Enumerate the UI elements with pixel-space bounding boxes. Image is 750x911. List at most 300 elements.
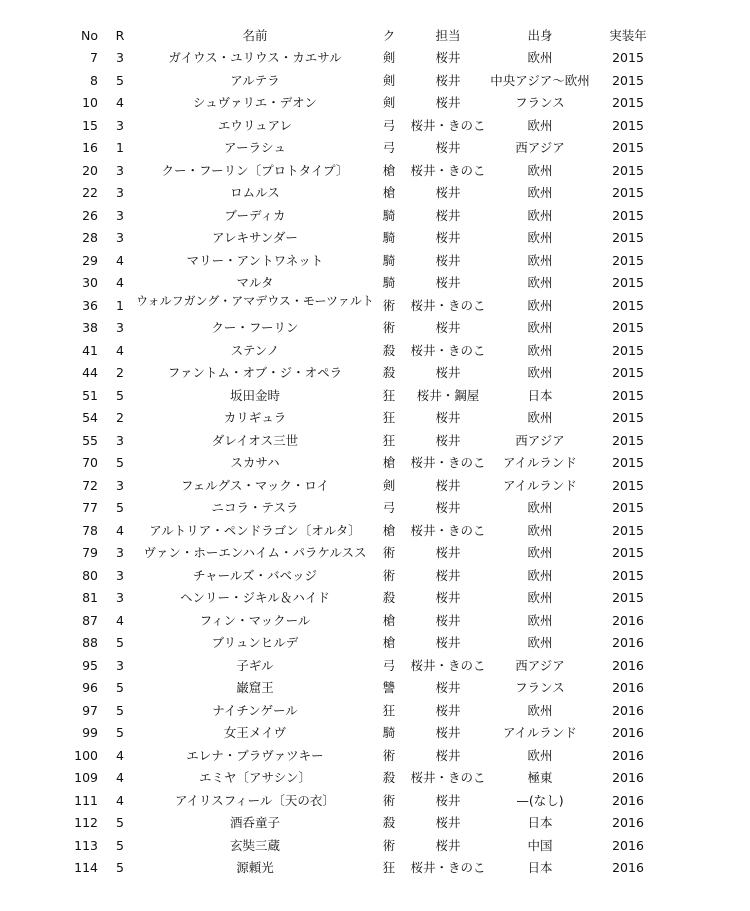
name-cell: 女王メイヴ [223, 725, 287, 740]
name-cell: クー・フーリン [211, 320, 299, 335]
class-cell: 殺 [382, 342, 396, 358]
class-cell: 術 [382, 567, 396, 583]
name-cell: フェルグス・マック・ロイ [180, 477, 330, 493]
table-row [0, 542, 750, 564]
year-cell: 2016 [612, 770, 644, 785]
table-row [0, 272, 750, 294]
class-cell: 弓 [382, 117, 396, 133]
name-cell: ブーディカ [224, 207, 286, 223]
artist-cell: 桜井 [435, 50, 461, 65]
origin-cell: 欧州 [527, 365, 553, 380]
no-cell: 112 [74, 815, 98, 830]
no-cell: 78 [82, 522, 98, 538]
artist-cell: 桜井 [435, 95, 461, 110]
table-row [0, 295, 750, 317]
name-cell: マリー・アントワネット [186, 252, 324, 268]
year-cell: 2015 [612, 252, 644, 268]
year-cell: 2016 [612, 792, 644, 808]
class-cell: 騎 [382, 725, 396, 740]
origin-cell: 極東 [527, 770, 553, 785]
name-cell: 酒呑童子 [229, 815, 280, 830]
artist-cell: 桜井 [435, 365, 461, 380]
no-cell: 100 [74, 747, 98, 763]
no-cell: 113 [74, 837, 98, 853]
origin-cell: 欧州 [527, 230, 553, 245]
class-cell: 槍 [382, 162, 396, 178]
origin-cell: 欧州 [527, 612, 553, 628]
rarity-cell: 4 [116, 95, 124, 110]
name-cell: アルテラ [230, 72, 280, 88]
rarity-cell: 5 [116, 680, 124, 695]
no-cell: 10 [82, 95, 98, 110]
origin-cell: 日本 [527, 860, 553, 875]
table-row [0, 610, 750, 632]
class-cell: 狂 [382, 702, 396, 718]
class-cell: 弓 [382, 140, 396, 155]
class-cell: 槍 [382, 612, 396, 628]
year-cell: 2015 [612, 477, 644, 493]
header-rarity: R [115, 28, 125, 43]
rarity-cell: 3 [116, 320, 124, 335]
table-row [0, 722, 750, 744]
year-cell: 2016 [612, 837, 644, 853]
name-cell: ガイウス・ユリウス・カエサル [168, 50, 342, 65]
origin-cell: 欧州 [527, 275, 553, 290]
no-cell: 28 [82, 230, 98, 245]
artist-cell: 桜井 [435, 545, 461, 560]
year-cell: 2015 [612, 365, 644, 380]
class-cell: 術 [382, 837, 396, 853]
no-cell: 41 [82, 342, 98, 358]
artist-cell: 桜井 [435, 185, 461, 200]
rarity-cell: 3 [116, 50, 124, 65]
name-cell: 子ギル [236, 657, 274, 673]
rarity-cell: 3 [116, 432, 124, 448]
header-year: 実装年 [609, 28, 647, 43]
year-cell: 2015 [612, 207, 644, 223]
origin-cell: —(なし) [516, 792, 564, 808]
year-cell: 2016 [612, 747, 644, 763]
name-cell: エウリュアレ [217, 117, 293, 133]
class-cell: 槍 [382, 185, 396, 200]
table-row [0, 115, 750, 137]
no-cell: 7 [90, 50, 98, 65]
class-cell: 騎 [382, 207, 396, 223]
name-cell: ヴァン・ホーエンハイム・パラケルスス [143, 545, 367, 560]
year-cell: 2016 [612, 612, 644, 628]
name-cell: アーラシュ [224, 140, 286, 155]
origin-cell: フランス [515, 95, 565, 110]
rarity-cell: 4 [116, 792, 124, 808]
table-row [0, 47, 750, 69]
class-cell: 剣 [382, 477, 396, 493]
table-row [0, 182, 750, 204]
name-cell: 源頼光 [236, 860, 274, 875]
origin-cell: 西アジア [515, 140, 565, 155]
year-cell: 2015 [612, 387, 644, 403]
year-cell: 2016 [612, 725, 644, 740]
table-row [0, 340, 750, 362]
table-header [0, 25, 750, 47]
artist-cell: 桜井 [435, 612, 461, 628]
class-cell: 騎 [382, 230, 396, 245]
table-row [0, 452, 750, 474]
artist-cell: 桜井 [435, 410, 461, 425]
rarity-cell: 4 [116, 252, 124, 268]
year-cell: 2015 [612, 342, 644, 358]
class-cell: 剣 [382, 72, 396, 88]
name-cell: ニコラ・テスラ [211, 500, 299, 515]
class-cell: 弓 [382, 500, 396, 515]
table-row [0, 565, 750, 587]
no-cell: 99 [82, 725, 98, 740]
rarity-cell: 3 [116, 117, 124, 133]
year-cell: 2015 [612, 297, 644, 313]
no-cell: 111 [74, 792, 98, 808]
no-cell: 38 [82, 320, 98, 335]
name-cell: シュヴァリエ・デオン [192, 95, 318, 110]
class-cell: 術 [382, 297, 396, 313]
rarity-cell: 4 [116, 770, 124, 785]
table-row [0, 857, 750, 879]
rarity-cell: 5 [116, 72, 124, 88]
no-cell: 29 [82, 252, 98, 268]
origin-cell: 欧州 [527, 522, 553, 538]
no-cell: 88 [82, 635, 98, 650]
table-row [0, 430, 750, 452]
no-cell: 95 [82, 657, 98, 673]
table-row [0, 317, 750, 339]
name-cell: カリギュラ [223, 410, 287, 425]
class-cell: 術 [382, 792, 396, 808]
name-cell: ファントム・オブ・ジ・オペラ [167, 365, 343, 380]
year-cell: 2015 [612, 230, 644, 245]
class-cell: 術 [382, 545, 396, 560]
year-cell: 2015 [612, 567, 644, 583]
header-no: No [81, 28, 98, 43]
artist-cell: 桜井 [435, 635, 461, 650]
year-cell: 2015 [612, 185, 644, 200]
origin-cell: アイルランド [503, 455, 577, 470]
year-cell: 2016 [612, 702, 644, 718]
year-cell: 2015 [612, 320, 644, 335]
artist-cell: 桜井 [435, 432, 461, 448]
rarity-cell: 2 [116, 365, 124, 380]
artist-cell: 桜井・きのこ [410, 162, 486, 178]
origin-cell: 欧州 [527, 702, 553, 718]
origin-cell: 西アジア [515, 657, 565, 673]
class-cell: 殺 [382, 770, 396, 785]
table-row [0, 655, 750, 677]
year-cell: 2015 [612, 590, 644, 605]
rarity-cell: 5 [116, 860, 124, 875]
name-cell: ウォルフガング・アマデウス・モーツァルト [136, 294, 374, 308]
rarity-cell: 3 [116, 185, 124, 200]
rarity-cell: 5 [116, 702, 124, 718]
artist-cell: 桜井 [435, 500, 461, 515]
class-cell: 狂 [382, 410, 396, 425]
artist-cell: 桜井・きのこ [410, 117, 486, 133]
origin-cell: 欧州 [527, 545, 553, 560]
table-row [0, 137, 750, 159]
name-cell: ステンノ [230, 342, 280, 358]
class-cell: 槍 [382, 455, 396, 470]
rarity-cell: 3 [116, 230, 124, 245]
origin-cell: 中国 [527, 837, 553, 853]
year-cell: 2016 [612, 815, 644, 830]
table-row [0, 205, 750, 227]
no-cell: 97 [82, 702, 98, 718]
name-cell: エレナ・ブラヴァツキー [186, 747, 324, 763]
class-cell: 殺 [382, 815, 396, 830]
table-row [0, 385, 750, 407]
table-row [0, 70, 750, 92]
table-row [0, 632, 750, 654]
header-class: ク [382, 28, 396, 43]
origin-cell: 欧州 [527, 747, 553, 763]
origin-cell: フランス [515, 680, 565, 695]
name-cell: ロムルス [230, 185, 280, 200]
origin-cell: 欧州 [527, 185, 553, 200]
rarity-cell: 5 [116, 500, 124, 515]
artist-cell: 桜井 [435, 320, 461, 335]
rarity-cell: 5 [116, 725, 124, 740]
name-cell: クー・フーリン〔プロトタイプ〕 [161, 162, 349, 178]
rarity-cell: 1 [116, 140, 124, 155]
name-cell: ダレイオス三世 [211, 432, 299, 448]
table-row [0, 767, 750, 789]
artist-cell: 桜井・鋼屋 [416, 387, 480, 403]
artist-cell: 桜井 [435, 72, 461, 88]
origin-cell: 欧州 [527, 252, 553, 268]
table-row [0, 745, 750, 767]
class-cell: 狂 [382, 432, 396, 448]
origin-cell: 中央アジア～欧州 [490, 72, 590, 88]
year-cell: 2015 [612, 140, 644, 155]
table-row [0, 250, 750, 272]
class-cell: 術 [382, 747, 396, 763]
name-cell: マルタ [236, 275, 274, 290]
class-cell: 騎 [382, 252, 396, 268]
no-cell: 109 [74, 770, 98, 785]
artist-cell: 桜井・きのこ [410, 297, 486, 313]
table-row [0, 677, 750, 699]
origin-cell: 欧州 [527, 320, 553, 335]
artist-cell: 桜井・きのこ [410, 342, 486, 358]
no-cell: 77 [82, 500, 98, 515]
origin-cell: 欧州 [527, 297, 553, 313]
year-cell: 2016 [612, 657, 644, 673]
class-cell: 術 [382, 320, 396, 335]
no-cell: 87 [82, 612, 98, 628]
artist-cell: 桜井 [435, 837, 461, 853]
artist-cell: 桜井・きのこ [410, 770, 486, 785]
year-cell: 2015 [612, 95, 644, 110]
origin-cell: アイルランド [503, 725, 577, 740]
year-cell: 2016 [612, 680, 644, 695]
no-cell: 30 [82, 275, 98, 290]
rarity-cell: 4 [116, 612, 124, 628]
class-cell: 弓 [382, 657, 396, 673]
name-cell: エミヤ〔アサシン〕 [199, 770, 311, 785]
rarity-cell: 5 [116, 387, 124, 403]
year-cell: 2015 [612, 455, 644, 470]
class-cell: 狂 [382, 387, 396, 403]
rarity-cell: 5 [116, 635, 124, 650]
rarity-cell: 3 [116, 162, 124, 178]
rarity-cell: 3 [116, 567, 124, 583]
name-cell: アルトリア・ペンドラゴン〔オルタ〕 [149, 522, 361, 538]
origin-cell: 欧州 [527, 50, 553, 65]
no-cell: 16 [82, 140, 98, 155]
year-cell: 2015 [612, 117, 644, 133]
year-cell: 2015 [612, 50, 644, 65]
rarity-cell: 5 [116, 837, 124, 853]
table-row [0, 790, 750, 812]
header-origin: 出身 [527, 28, 553, 43]
rarity-cell: 3 [116, 545, 124, 560]
table-row [0, 227, 750, 249]
origin-cell: 欧州 [527, 567, 553, 583]
origin-cell: アイルランド [503, 477, 577, 493]
artist-cell: 桜井・きのこ [410, 522, 486, 538]
no-cell: 22 [82, 185, 98, 200]
name-cell: アレキサンダー [212, 230, 298, 245]
artist-cell: 桜井 [435, 702, 461, 718]
table-row [0, 362, 750, 384]
rarity-cell: 5 [116, 815, 124, 830]
name-cell: 巌窟王 [236, 680, 274, 695]
class-cell: 槍 [382, 522, 396, 538]
year-cell: 2015 [612, 162, 644, 178]
year-cell: 2016 [612, 635, 644, 650]
artist-cell: 桜井 [435, 275, 461, 290]
no-cell: 36 [82, 297, 98, 313]
origin-cell: 欧州 [527, 162, 553, 178]
table-row [0, 497, 750, 519]
table-row [0, 520, 750, 542]
origin-cell: 欧州 [527, 590, 553, 605]
origin-cell: 欧州 [527, 117, 553, 133]
rarity-cell: 3 [116, 207, 124, 223]
class-cell: 剣 [382, 95, 396, 110]
artist-cell: 桜井 [435, 140, 461, 155]
year-cell: 2015 [612, 72, 644, 88]
class-cell: 剣 [382, 50, 396, 65]
artist-cell: 桜井 [435, 590, 461, 605]
no-cell: 15 [82, 117, 98, 133]
class-cell: 殺 [382, 590, 396, 605]
name-cell: ヘンリー・ジキル＆ハイド [180, 590, 330, 605]
rarity-cell: 1 [116, 297, 124, 313]
name-cell: ナイチンゲール [212, 702, 298, 718]
year-cell: 2015 [612, 545, 644, 560]
no-cell: 20 [82, 162, 98, 178]
table-row [0, 407, 750, 429]
rarity-cell: 2 [116, 410, 124, 425]
artist-cell: 桜井 [435, 477, 461, 493]
artist-cell: 桜井 [435, 252, 461, 268]
year-cell: 2016 [612, 860, 644, 875]
name-cell: 坂田金時 [229, 387, 280, 403]
name-cell: スカサハ [230, 455, 280, 470]
origin-cell: 日本 [527, 387, 553, 403]
rarity-cell: 3 [116, 477, 124, 493]
name-cell: フィン・マックール [199, 612, 311, 628]
origin-cell: 日本 [527, 815, 553, 830]
origin-cell: 欧州 [527, 410, 553, 425]
no-cell: 70 [82, 455, 98, 470]
class-cell: 騎 [382, 275, 396, 290]
no-cell: 55 [82, 432, 98, 448]
artist-cell: 桜井・きのこ [410, 455, 486, 470]
name-cell: チャールズ・バベッジ [192, 567, 317, 583]
artist-cell: 桜井 [435, 680, 461, 695]
class-cell: 殺 [382, 365, 396, 380]
artist-cell: 桜井・きのこ [410, 657, 486, 673]
no-cell: 72 [82, 477, 98, 493]
no-cell: 81 [82, 590, 98, 605]
header-name: 名前 [242, 28, 268, 43]
class-cell: 狂 [382, 860, 396, 875]
year-cell: 2015 [612, 275, 644, 290]
artist-cell: 桜井 [435, 230, 461, 245]
no-cell: 26 [82, 207, 98, 223]
class-cell: 槍 [382, 635, 396, 650]
artist-cell: 桜井 [435, 815, 461, 830]
origin-cell: 西アジア [515, 432, 565, 448]
year-cell: 2015 [612, 432, 644, 448]
table-row [0, 587, 750, 609]
class-cell: 讐 [382, 680, 396, 695]
no-cell: 51 [82, 387, 98, 403]
no-cell: 114 [74, 860, 98, 875]
artist-cell: 桜井 [435, 747, 461, 763]
artist-cell: 桜井 [435, 567, 461, 583]
name-cell: 玄奘三蔵 [229, 837, 280, 853]
artist-cell: 桜井 [435, 725, 461, 740]
rarity-cell: 5 [116, 455, 124, 470]
no-cell: 80 [82, 567, 98, 583]
rarity-cell: 4 [116, 275, 124, 290]
table-row [0, 92, 750, 114]
name-cell: ブリュンヒルデ [211, 635, 299, 650]
origin-cell: 欧州 [527, 342, 553, 358]
year-cell: 2015 [612, 500, 644, 515]
year-cell: 2015 [612, 410, 644, 425]
no-cell: 8 [90, 72, 98, 88]
rarity-cell: 3 [116, 590, 124, 605]
year-cell: 2015 [612, 522, 644, 538]
origin-cell: 欧州 [527, 207, 553, 223]
artist-cell: 桜井・きのこ [410, 860, 486, 875]
origin-cell: 欧州 [527, 500, 553, 515]
no-cell: 54 [82, 410, 98, 425]
no-cell: 96 [82, 680, 98, 695]
name-cell: アイリスフィール〔天の衣〕 [175, 792, 335, 808]
rarity-cell: 3 [116, 657, 124, 673]
table-row [0, 160, 750, 182]
rarity-cell: 4 [116, 342, 124, 358]
table-row [0, 700, 750, 722]
header-artist: 担当 [435, 28, 461, 43]
table-row [0, 475, 750, 497]
no-cell: 44 [82, 365, 98, 380]
rarity-cell: 4 [116, 747, 124, 763]
rarity-cell: 4 [116, 522, 124, 538]
table-row [0, 835, 750, 857]
no-cell: 79 [82, 545, 98, 560]
